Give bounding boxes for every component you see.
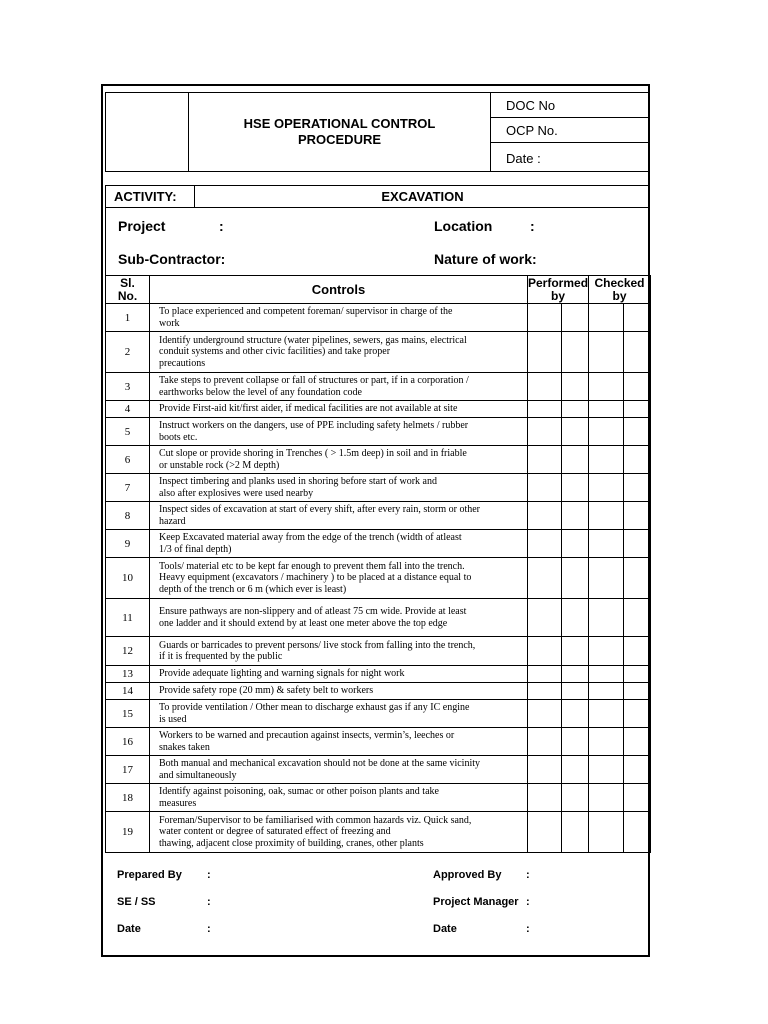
control-text-line: hazard [159,515,186,527]
control-text-line: Inspect sides of excavation at start of every shift, after every rain, storm or other [159,504,480,515]
checked-by-cell-a[interactable] [589,332,624,373]
checked-by-cell-b[interactable] [624,401,651,418]
checked-by-cell-b[interactable] [624,418,651,446]
row-number: 18 [106,784,150,812]
control-text-line: water content or degree of saturated effect of freezing and [159,826,391,838]
row-number: 8 [106,502,150,530]
performed-by-cell-a[interactable] [528,683,562,700]
control-text-line: Provide safety rope (20 mm) & safety belt to workers [159,685,374,697]
control-text [150,728,528,756]
control-text-line: work [159,317,180,329]
control-text-line: if it is frequented by the public [159,651,283,662]
table-row [106,683,651,700]
table-row [106,637,651,666]
table-row [106,700,651,728]
table-row [106,401,651,418]
control-text-line: depth of the trench or 6 m (which ever is least) [159,583,347,595]
project-manager-label: Project Manager [433,896,519,908]
control-text-line: earthworks below the level of any foundation code [159,386,362,398]
table-row [106,474,651,502]
row-number: 17 [106,756,150,784]
checked-by-cell-b[interactable] [624,332,651,373]
checked-by-cell-a[interactable] [589,530,624,558]
checked-by-cell-b[interactable] [624,683,651,700]
checked-by-cell-a[interactable] [589,637,624,666]
performed-by-cell-a[interactable] [528,418,562,446]
control-text-line: also after explosives were used nearby [159,487,314,499]
row-number: 4 [106,401,150,418]
row-number: 15 [106,700,150,728]
checked-by-header: Checked by [589,276,651,304]
control-text-line: To provide ventilation / Other mean to discharge exhaust gas if any IC engine [159,702,470,713]
performed-by-cell-b[interactable] [562,558,589,599]
date-label: Date [117,923,141,935]
table-row [106,332,651,373]
performed-by-cell-a[interactable] [528,373,562,401]
performed-by-cell-b[interactable] [562,401,589,418]
performed-by-cell-a[interactable] [528,666,562,683]
table-row [106,304,651,332]
row-number: 11 [106,599,150,637]
control-text-line: Take steps to prevent collapse or fall of structures or part, if in a corporation / [159,375,469,386]
performed-by-cell-b[interactable] [562,812,589,853]
performed-by-cell-b[interactable] [562,728,589,756]
project-label: Project [118,218,166,234]
checked-by-cell-b[interactable] [624,784,651,812]
performed-by-cell-b[interactable] [562,474,589,502]
control-text [150,700,528,728]
approved-by-colon: : [526,869,530,881]
checked-by-cell-b[interactable] [624,637,651,666]
table-row [106,530,651,558]
performed-by-cell-b[interactable] [562,637,589,666]
control-text-line: Both manual and mechanical excavation should not be done at the same vicinity [159,758,481,769]
checked-by-cell-b[interactable] [624,756,651,784]
control-text [150,599,528,637]
control-text [150,418,528,446]
control-text-line: snakes taken [159,741,210,753]
checked-by-cell-b[interactable] [624,474,651,502]
control-text-line: 1/3 of final depth) [159,543,232,555]
control-text [150,812,528,853]
project-manager-colon: : [526,896,530,908]
performed-by-cell-b[interactable] [562,599,589,637]
checked-by-cell-a[interactable] [589,812,624,853]
row-number: 10 [106,558,150,599]
subcontractor-label: Sub-Contractor: [118,251,226,267]
checked-by-cell-a[interactable] [589,502,624,530]
performed-by-cell-a[interactable] [528,728,562,756]
performed-by-cell-b[interactable] [562,784,589,812]
performed-by-cell-b[interactable] [562,332,589,373]
control-text-line: Instruct workers on the dangers, use of PPE including safety helmets / rubber [159,420,469,431]
location-label: Location [434,218,493,234]
form-page [101,84,650,957]
performed-by-cell-a[interactable] [528,502,562,530]
date2-label: Date [433,923,457,935]
performed-by-cell-b[interactable] [562,700,589,728]
performed-by-cell-b[interactable] [562,373,589,401]
checked-by-cell-a[interactable] [589,446,624,474]
control-text-line: Ensure pathways are non-slippery and of atleast 75 cm wide. Provide at least [159,606,467,617]
performed-by-cell-b[interactable] [562,530,589,558]
project-colon: : [219,218,224,234]
control-text-line: Keep Excavated material away from the edge of the trench (width of atleast [159,532,462,543]
performed-by-cell-b[interactable] [562,666,589,683]
project-info [105,208,650,276]
se-ss-colon: : [207,896,211,908]
doc-no-field[interactable]: DOC No [491,93,649,118]
control-text [150,332,528,373]
control-text-line: Inspect timbering and planks used in shoring before start of work and [159,476,437,487]
table-header-row [106,276,651,304]
table-row [106,599,651,637]
control-text [150,637,528,666]
control-text [150,666,528,683]
checked-by-cell-b[interactable] [624,373,651,401]
performed-by-cell-a[interactable] [528,332,562,373]
checked-by-cell-b[interactable] [624,666,651,683]
nature-of-work-label: Nature of work: [434,251,537,267]
row-number: 9 [106,530,150,558]
row-number: 13 [106,666,150,683]
performed-by-cell-b[interactable] [562,683,589,700]
checked-by-cell-b[interactable] [624,502,651,530]
control-text-line: Workers to be warned and precaution against insects, vermin’s, leeches or [159,730,455,741]
prepared-by-colon: : [207,869,211,881]
control-text-line: Provide adequate lighting and warning signals for night work [159,668,405,680]
date2-colon: : [526,923,530,935]
controls-table [105,275,651,853]
date-field[interactable]: Date : [506,151,541,166]
row-number: 19 [106,812,150,853]
activity-row [105,185,650,208]
control-text-line: Guards or barricades to prevent persons/ live stock from falling into the trench, [159,639,476,651]
form-title-line2: PROCEDURE [297,132,382,147]
performed-by-cell-b[interactable] [562,502,589,530]
table-row [106,446,651,474]
control-text-line: measures [159,797,197,809]
performed-by-cell-a[interactable] [528,637,562,666]
control-text-line: thawing, adjacent close proximity of building, cranes, other plants [159,837,424,849]
checked-by-cell-a[interactable] [589,401,624,418]
checked-by-cell-a[interactable] [589,558,624,599]
row-number: 1 [106,304,150,332]
prepared-by-label: Prepared By [117,869,182,881]
row-number: 14 [106,683,150,700]
performed-by-cell-b[interactable] [562,418,589,446]
control-text-line: Tools/ material etc to be kept far enough to prevent them fall into the trench. [159,560,465,572]
checked-by-cell-a[interactable] [589,756,624,784]
checked-by-cell-a[interactable] [589,666,624,683]
checked-by-cell-a[interactable] [589,728,624,756]
control-text [150,756,528,784]
table-row [106,373,651,401]
row-number: 6 [106,446,150,474]
performed-by-cell-a[interactable] [528,446,562,474]
performed-by-cell-a[interactable] [528,530,562,558]
control-text [150,502,528,530]
se-ss-label: SE / SS [117,896,156,908]
table-row [106,558,651,599]
performed-by-cell-a[interactable] [528,700,562,728]
control-text-line: precautions [159,357,206,369]
activity-label: ACTIVITY: [106,186,195,207]
control-text-line: Heavy equipment (excavators / machinery ) to be placed at a distance equal to [159,572,472,584]
performed-by-cell-a[interactable] [528,812,562,853]
control-text-line: and simultaneously [159,769,237,781]
checked-by-cell-b[interactable] [624,812,651,853]
control-text-line: Provide First-aid kit/first aider, if medical facilities are not available at site [159,403,458,415]
table-row [106,812,651,853]
control-text-line: Cut slope or provide shoring in Trenches ( > 1.5m deep) in soil and in friable [159,448,467,459]
checked-by-cell-a[interactable] [589,373,624,401]
performed-by-cell-b[interactable] [562,446,589,474]
performed-by-cell-a[interactable] [528,784,562,812]
form-title [189,93,491,171]
checked-by-cell-a[interactable] [589,700,624,728]
control-text-line: is used [159,713,187,725]
doc-meta [491,93,649,171]
checked-by-cell-b[interactable] [624,530,651,558]
control-text [150,401,528,418]
checked-by-cell-b[interactable] [624,599,651,637]
checked-by-cell-a[interactable] [589,784,624,812]
row-number: 12 [106,637,150,666]
table-row [106,418,651,446]
performed-by-cell-a[interactable] [528,304,562,332]
table-row [106,666,651,683]
approved-by-label: Approved By [433,869,502,881]
control-text-line: Identify against poisoning, oak, sumac or other poison plants and take [159,786,439,797]
checked-by-cell-b[interactable] [624,700,651,728]
table-row [106,784,651,812]
sl-no-header: Sl. No. [106,276,150,304]
activity-value: EXCAVATION [381,189,464,204]
checked-by-cell-a[interactable] [589,304,624,332]
table-row [106,728,651,756]
checked-by-cell-a[interactable] [589,474,624,502]
control-text [150,683,528,700]
control-text [150,304,528,332]
checked-by-cell-b[interactable] [624,728,651,756]
control-text [150,530,528,558]
control-text-line: one ladder and it should extend by at least one meter above the top edge [159,617,448,629]
table-row [106,502,651,530]
checked-by-cell-b[interactable] [624,558,651,599]
control-text-line: Identify underground structure (water pipelines, sewers, gas mains, electrical [159,334,467,346]
table-row [106,756,651,784]
checked-by-cell-a[interactable] [589,599,624,637]
control-text [150,474,528,502]
logo-cell [106,93,189,171]
checked-by-cell-b[interactable] [624,446,651,474]
checked-by-cell-a[interactable] [589,683,624,700]
row-number: 5 [106,418,150,446]
control-text-line: boots etc. [159,431,198,443]
control-text [150,784,528,812]
performed-by-header: Performed by [528,275,589,303]
form-title-line1: HSE OPERATIONAL CONTROL [243,116,436,131]
control-text-line: Foreman/Supervisor to be familiarised with common hazards viz. Quick sand, [159,814,472,826]
performed-by-cell-b[interactable] [562,304,589,332]
row-number: 16 [106,728,150,756]
control-text-line: or unstable rock (>2 M depth) [159,459,280,471]
control-text [150,446,528,474]
row-number: 7 [106,474,150,502]
ocp-no-field[interactable]: OCP No. [491,118,649,143]
performed-by-cell-a[interactable] [528,756,562,784]
date-colon: : [207,923,211,935]
location-colon: : [530,218,535,234]
control-text-line: conduit systems and other civic facilities) and take proper [159,346,391,358]
performed-by-cell-b[interactable] [562,756,589,784]
row-number: 3 [106,373,150,401]
control-text [150,373,528,401]
control-text [150,558,528,599]
row-number: 2 [106,332,150,373]
checked-by-cell-b[interactable] [624,304,651,332]
checked-by-cell-a[interactable] [589,418,624,446]
form-header [105,92,650,172]
performed-by-cell-a[interactable] [528,558,562,599]
performed-by-cell-a[interactable] [528,474,562,502]
performed-by-cell-a[interactable] [528,401,562,418]
performed-by-cell-a[interactable] [528,599,562,637]
control-text-line: To place experienced and competent foreman/ supervisor in charge of the [159,306,453,317]
controls-header: Controls [150,276,528,304]
